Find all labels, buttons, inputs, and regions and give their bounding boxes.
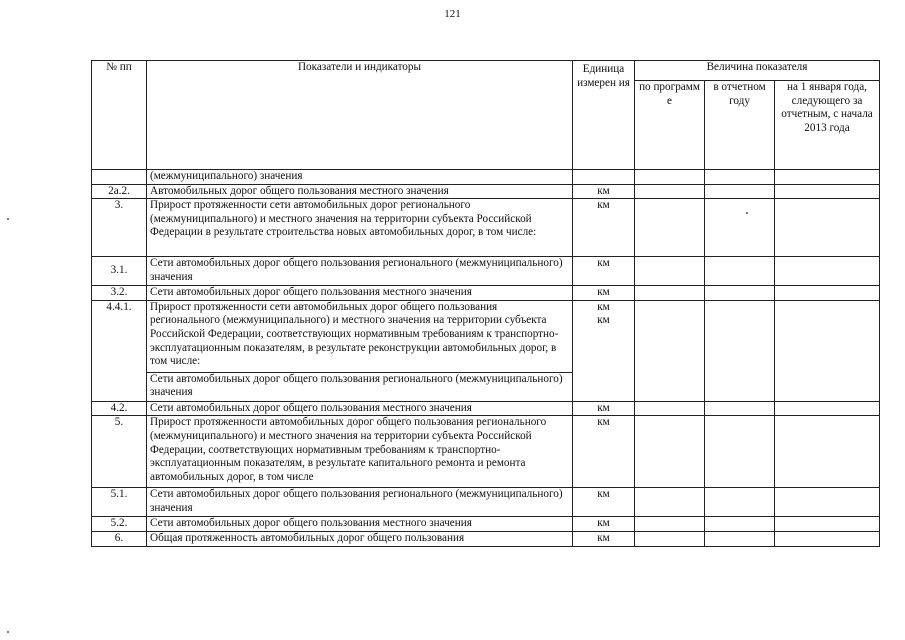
row-text: Прирост протяженности сети автомобильных дорог регионального (межмуниципального) и местного значения на территории субъекта Российской Федерации в результате строительства новых автомобильных дорог, в том числе: <box>147 199 573 257</box>
cell-jan-next-year <box>775 184 880 199</box>
row-text: Сети автомобильных дорог общего пользования местного значения <box>147 517 573 532</box>
cell-jan-next-year <box>775 170 880 185</box>
table-row <box>92 517 880 532</box>
row-text: (межмуниципального) значения <box>147 170 573 185</box>
col-header-by-program: по программ е <box>635 81 705 170</box>
row-text: Сети автомобильных дорог общего пользования регионального (межмуниципального) значения <box>147 372 573 401</box>
cell-jan-next-year <box>775 300 880 372</box>
row-text: Прирост протяженности сети автомобильных дорог общего пользования регионального (межмуниципального) и местного значения на территории субъекта Российской Федерации, соответствующих нормативным требованиям к транспортно-эксплуатационным показателям, в результате реконструкции автомобильных дорог, в том числе: <box>147 300 573 372</box>
cell-by-program <box>635 416 705 488</box>
row-num: 3.1. <box>92 257 147 286</box>
row-text: Сети автомобильных дорог общего пользования местного значения <box>147 286 573 301</box>
cell-in-report-year <box>705 517 775 532</box>
table-row <box>92 199 880 257</box>
cell-in-report-year <box>705 488 775 517</box>
table-row <box>92 300 880 372</box>
cell-by-program <box>635 184 705 199</box>
col-header-num: № пп <box>92 61 147 81</box>
cell-in-report-year <box>705 184 775 199</box>
cell-by-program <box>635 170 705 185</box>
row-num <box>92 372 147 401</box>
row-text: Сети автомобильных дорог общего пользования местного значения <box>147 401 573 416</box>
page-number: 121 <box>444 8 461 20</box>
table-row <box>92 531 880 546</box>
cell-by-program <box>635 517 705 532</box>
cell-by-program <box>635 257 705 286</box>
table-row <box>92 257 880 286</box>
row-unit: км <box>573 401 635 416</box>
header-subrow <box>92 81 880 170</box>
row-unit: км <box>573 257 635 286</box>
row-num: 3.2. <box>92 286 147 301</box>
cell-by-program <box>635 199 705 257</box>
row-unit <box>573 372 635 401</box>
cell-by-program <box>635 531 705 546</box>
col-header-value-group: Величина показателя <box>635 61 880 81</box>
row-num <box>92 170 147 185</box>
header-empty-indicators <box>147 81 573 170</box>
cell-in-report-year <box>705 300 775 372</box>
row-num: 4.4.1. <box>92 300 147 372</box>
cell-jan-next-year <box>775 257 880 286</box>
table-row <box>92 170 880 185</box>
table-row <box>92 488 880 517</box>
cell-in-report-year <box>705 416 775 488</box>
row-unit: км <box>573 531 635 546</box>
scan-speck <box>7 218 9 220</box>
row-num: 6. <box>92 531 147 546</box>
col-header-indicators: Показатели и индикаторы <box>147 61 573 81</box>
cell-in-report-year <box>705 199 775 257</box>
row-num: 3. <box>92 199 147 257</box>
cell-in-report-year <box>705 401 775 416</box>
row-num: 5.1. <box>92 488 147 517</box>
cell-in-report-year <box>705 531 775 546</box>
row-unit: км <box>573 286 635 301</box>
row-unit: км <box>573 416 635 488</box>
row-text: Сети автомобильных дорог общего пользования регионального (межмуниципального) значения <box>147 488 573 517</box>
cell-in-report-year <box>705 170 775 185</box>
row-num: 5. <box>92 416 147 488</box>
row-num: 5.2. <box>92 517 147 532</box>
row-num: 4.2. <box>92 401 147 416</box>
row-text: Общая протяженность автомобильных дорог общего пользования <box>147 531 573 546</box>
row-num: 2а.2. <box>92 184 147 199</box>
cell-in-report-year <box>705 372 775 401</box>
cell-by-program <box>635 286 705 301</box>
cell-by-program <box>635 372 705 401</box>
scan-speck <box>746 212 748 214</box>
header-empty-num <box>92 81 147 170</box>
cell-jan-next-year <box>775 286 880 301</box>
cell-jan-next-year <box>775 401 880 416</box>
row-unit: км <box>573 488 635 517</box>
row-unit: км <box>573 199 635 257</box>
row-unit <box>573 170 635 185</box>
table-row <box>92 416 880 488</box>
row-text: Автомобильных дорог общего пользования местного значения <box>147 184 573 199</box>
row-unit: км <box>573 184 635 199</box>
table-row <box>92 184 880 199</box>
cell-jan-next-year <box>775 199 880 257</box>
table-row <box>92 401 880 416</box>
cell-jan-next-year <box>775 416 880 488</box>
cell-jan-next-year <box>775 372 880 401</box>
row-text: Сети автомобильных дорог общего пользования регионального (межмуниципального) значения <box>147 257 573 286</box>
table-row <box>92 372 880 401</box>
scan-speck <box>7 631 9 633</box>
cell-jan-next-year <box>775 531 880 546</box>
col-header-in-report-year: в отчетном году <box>705 81 775 170</box>
table-row <box>92 286 880 301</box>
cell-by-program <box>635 300 705 372</box>
row-unit: км км <box>573 300 635 372</box>
header-row <box>92 61 880 81</box>
col-header-jan-next-year: на 1 января года, следующего за отчетным, с начала 2013 года <box>775 81 880 170</box>
cell-by-program <box>635 401 705 416</box>
cell-jan-next-year <box>775 488 880 517</box>
cell-jan-next-year <box>775 517 880 532</box>
cell-in-report-year <box>705 286 775 301</box>
cell-by-program <box>635 488 705 517</box>
col-header-unit: Единица измерен ия <box>573 61 635 170</box>
row-unit: км <box>573 517 635 532</box>
indicators-table <box>91 60 880 547</box>
row-text: Прирост протяженности автомобильных дорог общего пользования регионального (межмуниципального) и местного значения на территории субъекта Российской Федерации, соответствующих нормативным требованиям к транспортно-эксплуатационным показателям, в результате капитального ремонта и ремонта автомобильных дорог, в том числе <box>147 416 573 488</box>
cell-in-report-year <box>705 257 775 286</box>
